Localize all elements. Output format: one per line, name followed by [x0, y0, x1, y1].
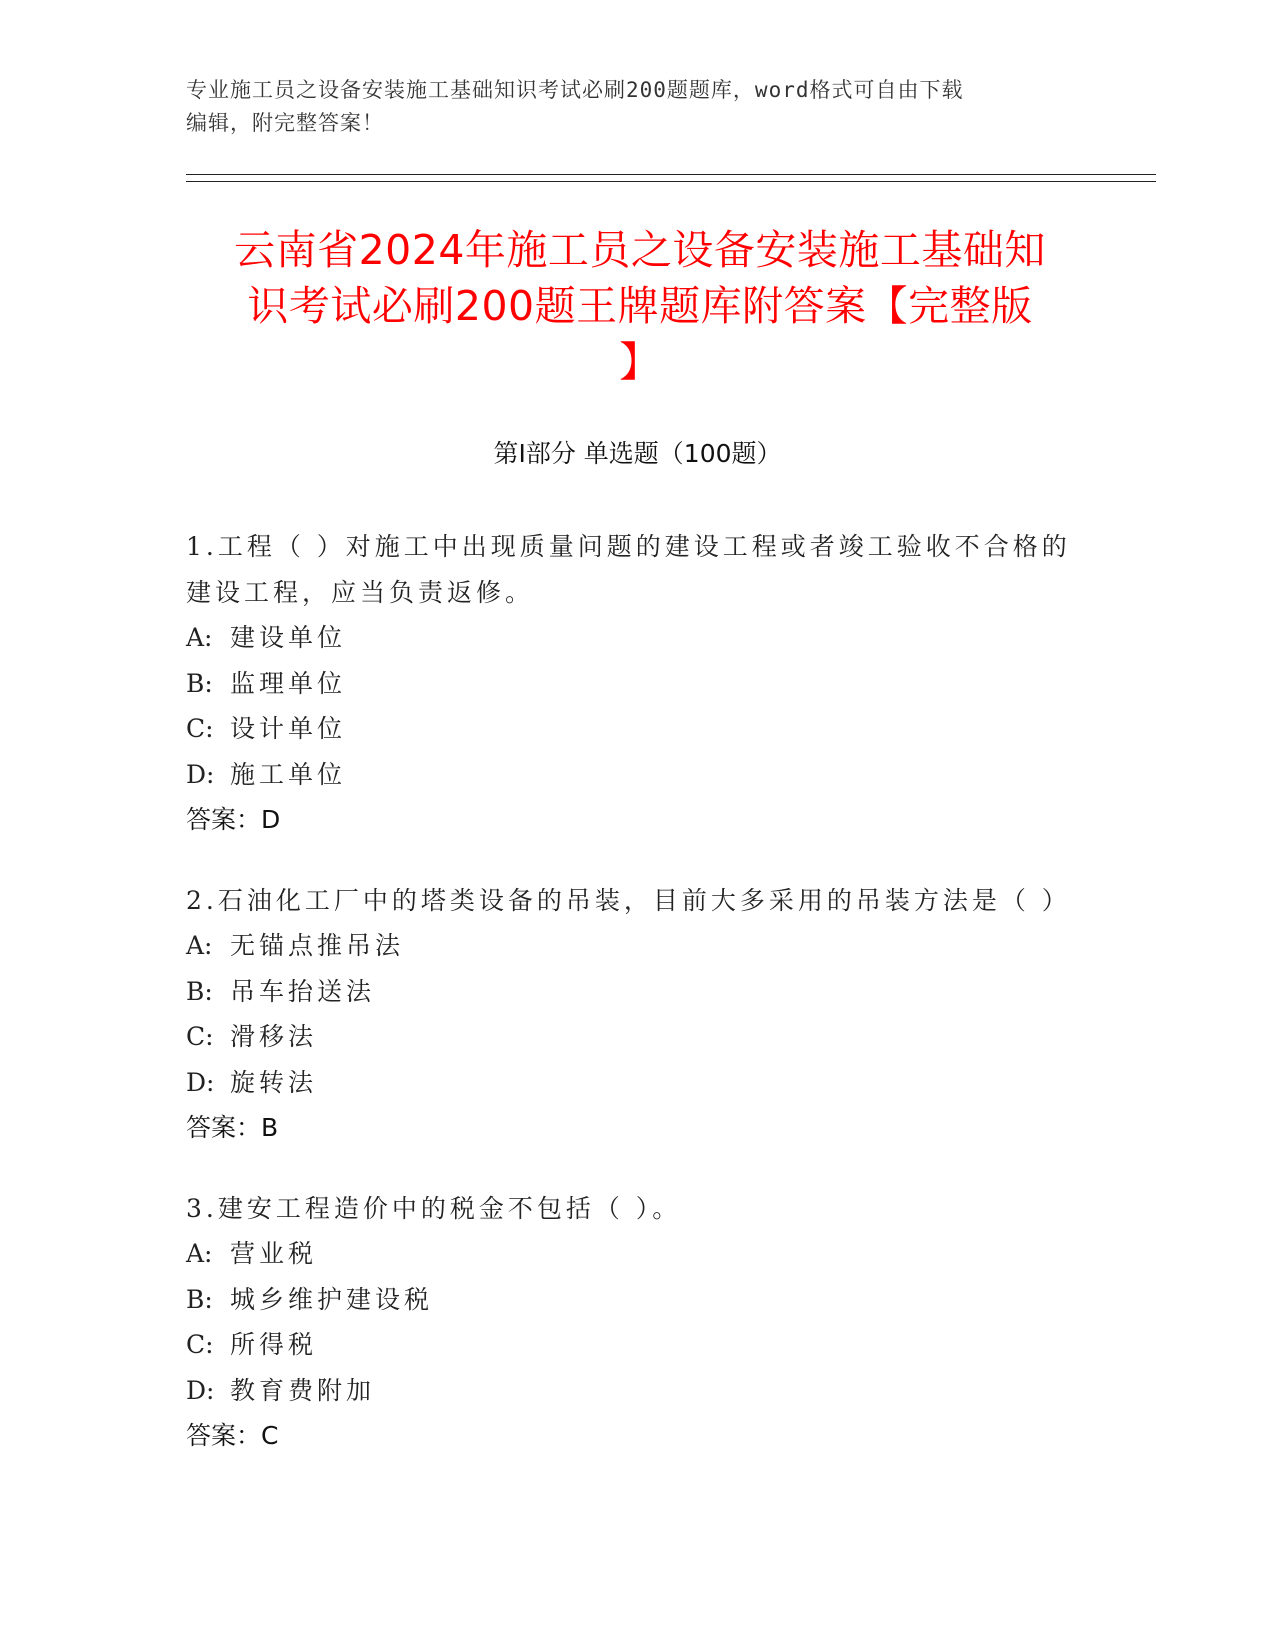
document-title-line-2: 识考试必刷200题王牌题库附答案【完整版 — [247, 282, 1033, 330]
option-text: 教育费附加 — [230, 1375, 376, 1405]
header-note-line-1: 专业施工员之设备安装施工基础知识考试必刷200题题库，word格式可自由下载 — [186, 78, 964, 102]
option-key: A: — [186, 1239, 213, 1268]
option-c — [186, 1322, 1086, 1368]
option-key: B: — [186, 1284, 213, 1314]
option-key: C: — [186, 1330, 214, 1359]
option-d — [186, 1060, 1086, 1106]
header-note — [186, 74, 1086, 140]
option-key: B: — [186, 668, 213, 698]
question-1 — [186, 524, 1086, 843]
answer-label: 答案：D — [186, 805, 281, 834]
option-d — [186, 1368, 1086, 1414]
option-text: 建设单位 — [230, 623, 347, 652]
question-stem: 2.石油化工厂中的塔类设备的吊装，目前大多采用的吊装方法是（ ） — [186, 885, 1071, 915]
option-key: A: — [186, 931, 213, 960]
header-note-line-2: 编辑，附完整答案！ — [186, 111, 384, 135]
question-2 — [186, 878, 1086, 1151]
option-a — [186, 923, 1086, 969]
question-stem-continued: 建设工程，应当负责返修。 — [186, 577, 535, 607]
answer-label: 答案：C — [186, 1421, 279, 1450]
option-text: 所得税 — [230, 1330, 318, 1359]
option-text: 施工单位 — [230, 759, 347, 789]
option-key: D: — [186, 1067, 215, 1097]
question-3 — [186, 1186, 1086, 1459]
option-a — [186, 615, 1086, 661]
option-c — [186, 706, 1086, 752]
option-b — [186, 1277, 1086, 1323]
option-b — [186, 661, 1086, 707]
document-title-line-1: 云南省2024年施工员之设备安装施工基础知 — [234, 226, 1046, 274]
option-key: C: — [186, 714, 214, 743]
option-text: 营业税 — [230, 1239, 318, 1268]
option-text: 监理单位 — [230, 668, 347, 698]
option-text: 吊车抬送法 — [230, 976, 376, 1006]
option-b — [186, 969, 1086, 1015]
answer-label: 答案：B — [186, 1113, 279, 1142]
option-key: D: — [186, 1375, 215, 1405]
document-title-line-3: 】 — [619, 338, 661, 386]
question-stem: 3.建安工程造价中的税金不包括（ ）。 — [186, 1193, 682, 1223]
option-text: 滑移法 — [230, 1022, 318, 1051]
document-title — [160, 222, 1120, 390]
header-divider-top — [186, 174, 1156, 175]
option-key: D: — [186, 759, 215, 789]
section-title: 第I部分 单选题（100题） — [493, 439, 782, 468]
header-divider-bottom — [186, 181, 1156, 182]
question-list — [186, 524, 1086, 1494]
option-key: A: — [186, 623, 213, 652]
question-stem: 1.工程（ ）对施工中出现质量问题的建设工程或者竣工验收不合格的 — [186, 532, 1071, 561]
option-text: 设计单位 — [230, 714, 347, 743]
option-text: 旋转法 — [230, 1067, 318, 1097]
option-text: 无锚点推吊法 — [230, 931, 405, 960]
option-text: 城乡维护建设税 — [230, 1284, 434, 1314]
option-d — [186, 752, 1086, 798]
option-a — [186, 1231, 1086, 1277]
option-key: B: — [186, 976, 213, 1006]
option-key: C: — [186, 1022, 214, 1051]
option-c — [186, 1014, 1086, 1060]
